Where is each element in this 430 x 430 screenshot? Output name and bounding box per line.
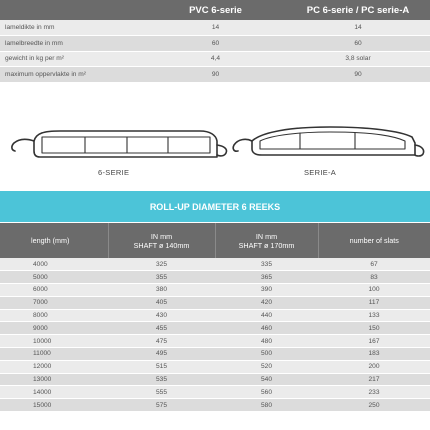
rollup-table (0, 223, 430, 412)
spec-row (0, 20, 430, 36)
slats-cell: 100 (318, 284, 430, 297)
spec-pvc-value: 4,4 (145, 51, 286, 67)
shaft-170-cell: 560 (215, 386, 318, 399)
slats-cell: 217 (318, 373, 430, 386)
rollup-header-row (0, 223, 430, 258)
slat-profiles-drawing (0, 115, 430, 185)
shaft-140-cell: 380 (108, 284, 215, 297)
slats-cell: 67 (318, 258, 430, 271)
shaft-140-cell: 575 (108, 399, 215, 412)
shaft-170-cell: 480 (215, 335, 318, 348)
spec-pc-value: 14 (286, 20, 430, 36)
spec-label: gewicht in kg per m² (0, 51, 145, 67)
six-serie-label: 6-SERIE (98, 168, 130, 177)
slats-cell: 183 (318, 348, 430, 361)
shaft-170-cell: 520 (215, 360, 318, 373)
length-cell: 10000 (0, 335, 108, 348)
length-cell: 8000 (0, 309, 108, 322)
spec-pc-value: 90 (286, 67, 430, 83)
slats-cell: 200 (318, 360, 430, 373)
table-row (0, 258, 430, 271)
length-cell: 6000 (0, 284, 108, 297)
spec-pvc-value: 60 (145, 36, 286, 52)
spec-pvc-value: 14 (145, 20, 286, 36)
spec-pc-value: 3,8 solar (286, 51, 430, 67)
spec-label: lameldikte in mm (0, 20, 145, 36)
spec-pvc-value: 90 (145, 67, 286, 83)
table-row (0, 386, 430, 399)
spec-pc-value: 60 (286, 36, 430, 52)
shaft-170-cell: 460 (215, 322, 318, 335)
table-row (0, 399, 430, 412)
shaft-170-cell: 440 (215, 309, 318, 322)
rollup-banner: ROLL-UP DIAMETER 6 REEKS (0, 191, 430, 222)
shaft-140-cell: 325 (108, 258, 215, 271)
table-row (0, 335, 430, 348)
header-number-of-slats: number of slats (318, 223, 430, 258)
spec-row (0, 51, 430, 67)
table-row (0, 284, 430, 297)
shaft-170-cell: 335 (215, 258, 318, 271)
serie-a-label: SERIE-A (304, 168, 337, 177)
spec-row (0, 36, 430, 52)
table-row (0, 373, 430, 386)
spec-header-pvc: PVC 6-serie (145, 0, 286, 20)
slats-cell: 133 (318, 309, 430, 322)
length-cell: 15000 (0, 399, 108, 412)
shaft-140-cell: 555 (108, 386, 215, 399)
table-row (0, 296, 430, 309)
shaft-140-cell: 515 (108, 360, 215, 373)
length-cell: 12000 (0, 360, 108, 373)
slats-cell: 83 (318, 271, 430, 284)
table-row (0, 360, 430, 373)
table-row (0, 348, 430, 361)
slats-cell: 150 (318, 322, 430, 335)
spec-label: lamelbreedte in mm (0, 36, 145, 52)
shaft-170-cell: 500 (215, 348, 318, 361)
slats-cell: 250 (318, 399, 430, 412)
slats-cell: 233 (318, 386, 430, 399)
table-row (0, 271, 430, 284)
serie-a-profile (233, 127, 423, 156)
shaft-140-cell: 475 (108, 335, 215, 348)
length-cell: 11000 (0, 348, 108, 361)
length-cell: 9000 (0, 322, 108, 335)
table-row (0, 309, 430, 322)
length-cell: 13000 (0, 373, 108, 386)
shaft-140-cell: 455 (108, 322, 215, 335)
six-serie-profile (12, 131, 227, 157)
header-length: length (mm) (0, 223, 108, 258)
shaft-170-cell: 540 (215, 373, 318, 386)
header-shaft-170: IN mm SHAFT ø 170mm (215, 223, 318, 258)
table-row (0, 322, 430, 335)
length-cell: 14000 (0, 386, 108, 399)
spec-table (0, 0, 430, 83)
length-cell: 4000 (0, 258, 108, 271)
spec-header-pc: PC 6-serie / PC serie-A (286, 0, 430, 20)
rollup-body (0, 258, 430, 412)
header-shaft-140: IN mm SHAFT ø 140mm (108, 223, 215, 258)
shaft-170-cell: 580 (215, 399, 318, 412)
length-cell: 7000 (0, 296, 108, 309)
shaft-140-cell: 535 (108, 373, 215, 386)
shaft-170-cell: 420 (215, 296, 318, 309)
length-cell: 5000 (0, 271, 108, 284)
spec-header-empty (0, 0, 145, 20)
spec-row (0, 67, 430, 83)
shaft-170-cell: 390 (215, 284, 318, 297)
slats-cell: 167 (318, 335, 430, 348)
shaft-140-cell: 405 (108, 296, 215, 309)
shaft-170-cell: 365 (215, 271, 318, 284)
shaft-140-cell: 430 (108, 309, 215, 322)
shaft-140-cell: 495 (108, 348, 215, 361)
spec-label: maximum oppervlakte in m² (0, 67, 145, 83)
slats-cell: 117 (318, 296, 430, 309)
spec-header-row (0, 0, 430, 20)
shaft-140-cell: 355 (108, 271, 215, 284)
